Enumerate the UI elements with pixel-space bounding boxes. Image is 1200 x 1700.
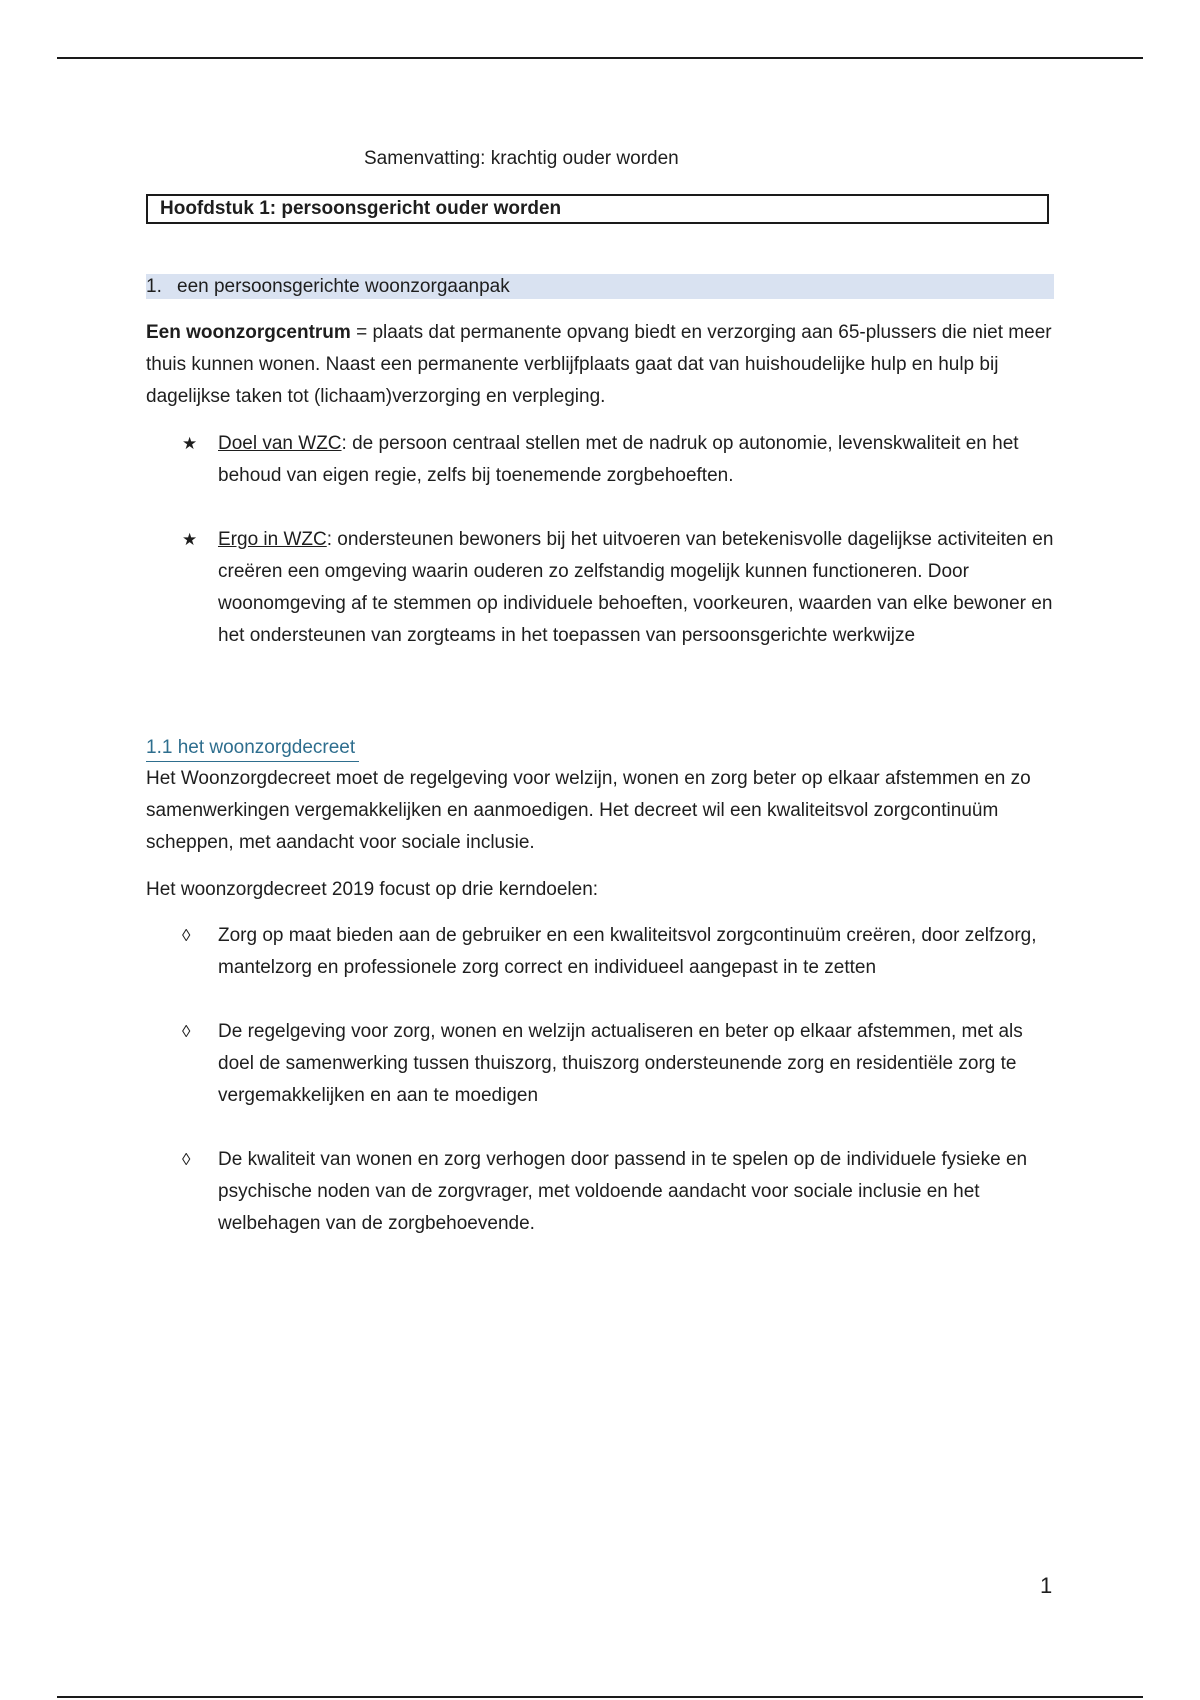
- goal-text: De kwaliteit van wonen en zorg verhogen door passend in te spelen op de individuele fysieke en psychische noden van de zorgvrager, met voldoende aandacht voor sociale inclusie en het welbehagen van de zorgbehoevende.: [218, 1149, 1028, 1234]
- subsection-heading: 1.1 het woonzorgdecreet: [146, 735, 359, 762]
- header-rule: [57, 57, 1143, 59]
- section-heading: [146, 274, 1054, 299]
- bullet-term: Ergo in WZC: [218, 529, 327, 550]
- definition-text: = plaats dat permanente opvang biedt en verzorging aan 65-plussers die niet meer thuis kunnen wonen. Naast een permanente verblijfplaats gaat dat van huishoudelijke hulp en hulp bij dagelijkse taken tot (lichaam)verzorging en verpleging.: [146, 322, 1052, 407]
- bullet-text: : ondersteunen bewoners bij het uitvoeren van betekenisvolle dagelijkse activiteiten en creëren een omgeving waarin ouderen zo zelfstandig mogelijk kunnen functioneren. Door woonomgeving af te stemmen op individuele behoeften, voorkeuren, waarden van elke bewoner en het ondersteunen van zorgteams in het toepassen van persoonsgerichte werkwijze: [218, 529, 1054, 646]
- section-title: een persoonsgerichte woonzorgaanpak: [177, 276, 510, 297]
- definition-term: Een woonzorgcentrum: [146, 322, 351, 343]
- document-title: Samenvatting: krachtig ouder worden: [364, 148, 679, 169]
- bullet-body: [218, 428, 1060, 492]
- definition-paragraph: [146, 317, 1066, 413]
- diamond-icon: ◊: [182, 1150, 191, 1169]
- bullet-body: [218, 524, 1060, 652]
- section-number: 1.: [146, 276, 162, 297]
- diamond-icon: ◊: [182, 1022, 191, 1041]
- star-icon: ★: [182, 434, 198, 453]
- bullet-term: Doel van WZC: [218, 433, 342, 454]
- decree-lead-paragraph: Het woonzorgdecreet 2019 focust op drie kerndoelen:: [146, 879, 599, 900]
- bullet-text: : de persoon centraal stellen met de nadruk op autonomie, levenskwaliteit en het behoud van eigen regie, zelfs bij toenemende zorgbehoeften.: [218, 433, 1019, 486]
- chapter-heading: Hoofdstuk 1: persoonsgericht ouder worden: [146, 194, 1049, 224]
- decree-intro-paragraph: Het Woonzorgdecreet moet de regelgeving voor welzijn, wonen en zorg beter op elkaar afstemmen en zo samenwerkingen vergemakkelijken en aanmoedigen. Het decreet wil een kwaliteitsvol zorgcontinuüm scheppen, met aandacht voor sociale inclusie.: [146, 768, 1031, 853]
- page-number: 1: [1040, 1573, 1053, 1598]
- footer-rule: [57, 1696, 1143, 1698]
- star-icon: ★: [182, 530, 198, 549]
- goal-text: Zorg op maat bieden aan de gebruiker en een kwaliteitsvol zorgcontinuüm creëren, door zelfzorg, mantelzorg en professionele zorg correct en individueel aangepast in te zetten: [218, 925, 1037, 978]
- diamond-icon: ◊: [182, 926, 191, 945]
- goal-text: De regelgeving voor zorg, wonen en welzijn actualiseren en beter op elkaar afstemmen, met als doel de samenwerking tussen thuiszorg, thuiszorg ondersteunende zorg en residentiële zorg te vergemakkelijken en aan te moedigen: [218, 1021, 1023, 1106]
